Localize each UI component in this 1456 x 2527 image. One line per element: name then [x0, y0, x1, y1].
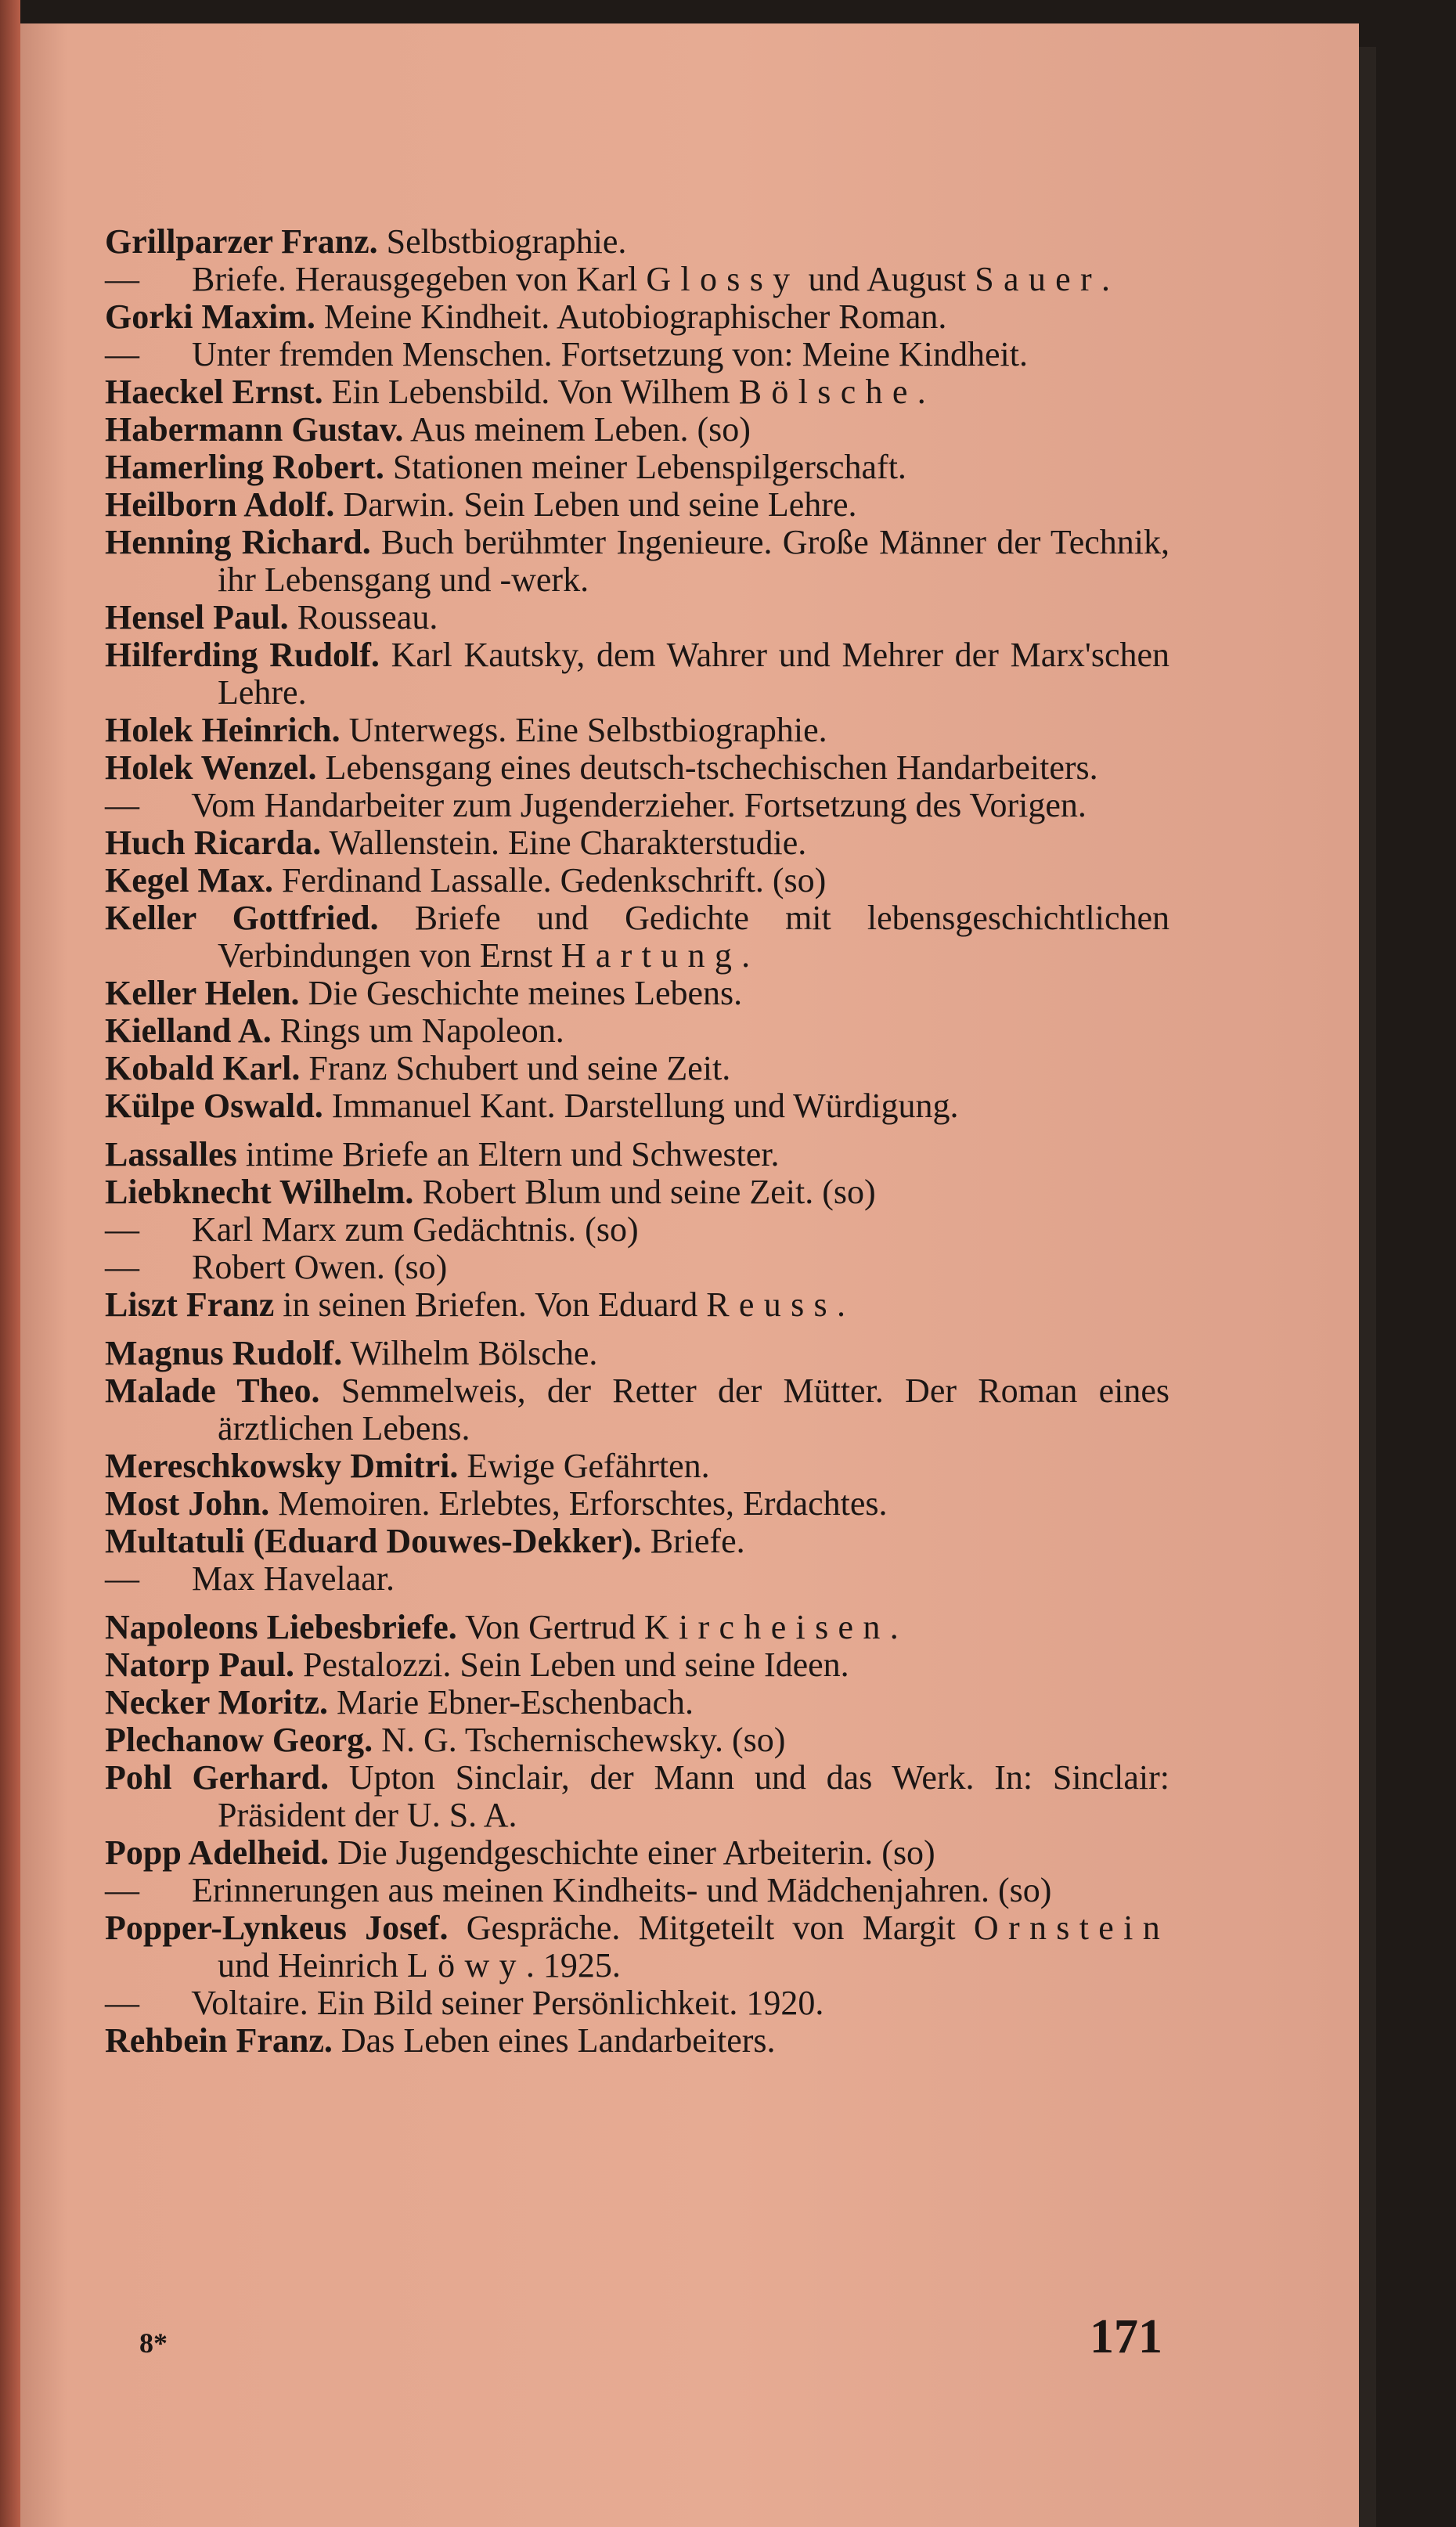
- bibliography-entry: [105, 2022, 1169, 2060]
- bibliography-entry: [105, 899, 1169, 975]
- entry-text: Lebensgang eines deutsch-tschechischen Handarbeiters.: [316, 748, 1098, 787]
- bibliography-list: [105, 223, 1169, 2060]
- bibliography-entry: [105, 636, 1169, 712]
- entry-text: in seinen Briefen. Von Eduard: [274, 1285, 707, 1324]
- entry-author: Popper-Lynkeus Josef.: [105, 1909, 449, 1947]
- entry-text: .: [889, 1608, 899, 1646]
- bibliography-entry: [105, 975, 1169, 1012]
- entry-author: Hensel Paul.: [105, 598, 289, 636]
- entry-author: Rehbein Franz.: [105, 2021, 333, 2060]
- entry-text: Briefe. Herausgegeben von Karl: [183, 260, 647, 298]
- bibliography-entry: [105, 1872, 1169, 1909]
- entry-spaced-name: Glossy: [646, 260, 800, 298]
- entry-author: Napoleons Liebesbriefe.: [105, 1608, 457, 1646]
- entry-text: Marie Ebner-Eschenbach.: [328, 1683, 694, 1721]
- bibliography-entry: [105, 223, 1169, 261]
- entry-text: Von Gertrud: [456, 1608, 644, 1646]
- bibliography-entry: [105, 524, 1169, 599]
- bibliography-entry: [105, 1909, 1169, 1984]
- entry-author: Grillparzer Franz.: [105, 222, 378, 261]
- entry-text: N. G. Tschernischewsky. (so): [373, 1721, 786, 1759]
- entry-text: Pestalozzi. Sein Leben und seine Ideen.: [294, 1646, 849, 1684]
- entry-spaced-name: Sauer: [975, 260, 1101, 298]
- entry-author: Kielland A.: [105, 1011, 272, 1050]
- page-number: 171: [1090, 2310, 1162, 2363]
- entry-text: Ferdinand Lassalle. Gedenkschrift. (so): [273, 861, 827, 899]
- entry-text: Erinnerungen aus meinen Kindheits- und Mädchenjahren. (so): [183, 1871, 1052, 1909]
- bibliography-entry: [105, 787, 1169, 824]
- entry-author: Gorki Maxim.: [105, 297, 315, 336]
- bibliography-entry: [105, 486, 1169, 524]
- entry-text: .: [917, 373, 926, 411]
- entry-text: Ein Lebensbild. Von Wilhem: [323, 373, 739, 411]
- entry-author: Keller Helen.: [105, 974, 300, 1012]
- entry-author: Liszt Franz: [105, 1285, 275, 1324]
- repeat-dash: —: [105, 1248, 139, 1286]
- bibliography-entry: [105, 298, 1169, 336]
- entry-author: Kobald Karl.: [105, 1049, 301, 1087]
- entry-text: Die Jugendgeschichte einer Arbeiterin. (so): [329, 1833, 935, 1872]
- book-gutter: [0, 0, 20, 2527]
- repeat-dash: —: [105, 1559, 139, 1598]
- book-edge: [1359, 47, 1376, 2527]
- bibliography-entry: [105, 749, 1169, 787]
- bibliography-entry: [105, 1050, 1169, 1087]
- bibliography-entry: [105, 1646, 1169, 1684]
- bibliography-entry: [105, 862, 1169, 899]
- entry-author: Most John.: [105, 1484, 270, 1523]
- entry-text: Vom Handarbeiter zum Jugenderzieher. Fortsetzung des Vorigen.: [183, 786, 1087, 824]
- entry-text: Unter fremden Menschen. Fortsetzung von: Meine Kindheit.: [183, 335, 1028, 373]
- bibliography-entry: [105, 1609, 1169, 1646]
- bibliography-entry: [105, 1087, 1169, 1125]
- entry-text: Karl Kautsky, dem Wahrer und Mehrer der Marx'schen Lehre.: [218, 636, 1169, 712]
- entry-author: Henning Richard.: [105, 523, 371, 561]
- entry-author: Hamerling Robert.: [105, 448, 384, 486]
- entry-text: Briefe.: [641, 1522, 745, 1560]
- entry-text: .: [1101, 260, 1110, 298]
- repeat-dash: —: [105, 1871, 139, 1909]
- entry-text: Selbstbiographie.: [377, 222, 627, 261]
- entry-author: Popp Adelheid.: [105, 1833, 330, 1872]
- bibliography-entry: [105, 1759, 1169, 1834]
- entry-author: Mereschkowsky Dmitri.: [105, 1447, 459, 1485]
- entry-text: und August: [799, 260, 975, 298]
- entry-text: Briefe und Gedichte mit lebensgeschichtlichen Verbindungen von Ernst: [218, 899, 1170, 975]
- bibliography-entry: [105, 1684, 1169, 1721]
- bibliography-entry: [105, 261, 1169, 298]
- entry-author: Pohl Gerhard.: [105, 1758, 330, 1797]
- signature-mark: 8*: [139, 2327, 168, 2359]
- bibliography-entry: [105, 1335, 1169, 1372]
- entry-text: . 1925.: [525, 1946, 621, 1984]
- bibliography-entry: [105, 1721, 1169, 1759]
- repeat-dash: —: [105, 335, 139, 373]
- entry-author: Magnus Rudolf.: [105, 1334, 343, 1372]
- entry-text: Memoiren. Erlebtes, Erforschtes, Erdachtes.: [269, 1484, 888, 1523]
- entry-author: Külpe Oswald.: [105, 1087, 323, 1125]
- bibliography-entry: [105, 824, 1169, 862]
- entry-author: Holek Heinrich.: [105, 711, 341, 749]
- entry-spaced-name: Ornstein: [973, 1909, 1170, 1947]
- bibliography-entry: [105, 1136, 1169, 1173]
- bibliography-entry: [105, 1211, 1169, 1249]
- entry-author: Huch Ricarda.: [105, 824, 322, 862]
- entry-text: Aus meinem Leben. (so): [403, 410, 751, 449]
- entry-text: Robert Blum und seine Zeit. (so): [413, 1173, 876, 1211]
- repeat-dash: —: [105, 260, 139, 298]
- entry-text: Die Geschichte meines Lebens.: [299, 974, 743, 1012]
- entry-text: intime Briefe an Eltern und Schwester.: [236, 1135, 780, 1173]
- entry-text: .: [836, 1285, 845, 1324]
- entry-spaced-name: Hartung: [560, 936, 742, 975]
- bibliography-entry: [105, 1012, 1169, 1050]
- entry-text: Max Havelaar.: [183, 1559, 395, 1598]
- bibliography-entry: [105, 1834, 1169, 1872]
- entry-author: Liebknecht Wilhelm.: [105, 1173, 414, 1211]
- bibliography-entry: [105, 1485, 1169, 1523]
- bibliography-entry: [105, 373, 1169, 411]
- entry-text: Meine Kindheit. Autobiographischer Roman.: [315, 297, 947, 336]
- entry-author: Malade Theo.: [105, 1372, 320, 1410]
- entry-text: Karl Marx zum Gedächtnis. (so): [183, 1210, 639, 1249]
- bibliography-entry: [105, 1523, 1169, 1560]
- entry-spaced-name: Reuss: [706, 1285, 837, 1324]
- bibliography-entry: [105, 449, 1169, 486]
- entry-text: Robert Owen. (so): [183, 1248, 448, 1286]
- entry-text: Rousseau.: [288, 598, 438, 636]
- entry-text: Darwin. Sein Leben und seine Lehre.: [334, 485, 857, 524]
- entry-text: Semmelweis, der Retter der Mütter. Der Roman eines ärztlichen Lebens.: [218, 1372, 1169, 1447]
- entry-text: Franz Schubert und seine Zeit.: [300, 1049, 731, 1087]
- entry-text: Buch berühmter Ingenieure. Große Männer der Technik, ihr Lebensgang und -werk.: [218, 523, 1170, 599]
- entry-text: Wilhelm Bölsche.: [342, 1334, 598, 1372]
- entry-text: .: [741, 936, 751, 975]
- entry-text: Voltaire. Ein Bild seiner Persönlichkeit. 1920.: [183, 1984, 824, 2022]
- entry-text: Stationen meiner Lebenspilgerschaft.: [384, 448, 906, 486]
- bibliography-entry: [105, 1173, 1169, 1211]
- repeat-dash: —: [105, 786, 139, 824]
- bibliography-entry: [105, 1249, 1169, 1286]
- bibliography-entry: [105, 1560, 1169, 1598]
- entry-author: Necker Moritz.: [105, 1683, 329, 1721]
- bibliography-entry: [105, 336, 1169, 373]
- entry-author: Lassalles: [105, 1135, 237, 1173]
- entry-text: und Heinrich: [218, 1946, 407, 1984]
- entry-author: Heilborn Adolf.: [105, 485, 335, 524]
- entry-spaced-name: Bölsche: [738, 373, 917, 411]
- entry-author: Multatuli (Eduard Douwes-Dekker).: [105, 1522, 642, 1560]
- bibliography-entry: [105, 1286, 1169, 1324]
- bibliography-entry: [105, 1984, 1169, 2022]
- entry-text: Rings um Napoleon.: [271, 1011, 564, 1050]
- entry-text: Gespräche. Mitgeteilt von Margit: [448, 1909, 974, 1947]
- entry-spaced-name: Kircheisen: [643, 1608, 890, 1646]
- entry-author: Haeckel Ernst.: [105, 373, 323, 411]
- entry-text: Wallenstein. Eine Charakterstudie.: [321, 824, 807, 862]
- entry-text: Unterwegs. Eine Selbstbiographie.: [340, 711, 827, 749]
- bibliography-entry: [105, 1447, 1169, 1485]
- entry-author: Holek Wenzel.: [105, 748, 317, 787]
- entry-author: Habermann Gustav.: [105, 410, 404, 449]
- entry-author: Kegel Max.: [105, 861, 274, 899]
- entry-text: Ewige Gefährten.: [458, 1447, 710, 1485]
- entry-author: Natorp Paul.: [105, 1646, 294, 1684]
- repeat-dash: —: [105, 1984, 139, 2022]
- entry-author: Plechanow Georg.: [105, 1721, 373, 1759]
- bibliography-entry: [105, 1372, 1169, 1447]
- entry-text: Das Leben eines Landarbeiters.: [332, 2021, 776, 2060]
- entry-author: Hilferding Rudolf.: [105, 636, 380, 674]
- bibliography-entry: [105, 599, 1169, 636]
- entry-text: Upton Sinclair, der Mann und das Werk. In: Sinclair: Präsident der U. S. A.: [218, 1758, 1169, 1834]
- bibliography-entry: [105, 712, 1169, 749]
- repeat-dash: —: [105, 1210, 139, 1249]
- bibliography-entry: [105, 411, 1169, 449]
- entry-spaced-name: Löwy: [406, 1946, 526, 1984]
- entry-text: Immanuel Kant. Darstellung und Würdigung.: [323, 1087, 959, 1125]
- entry-author: Keller Gottfried.: [105, 899, 379, 937]
